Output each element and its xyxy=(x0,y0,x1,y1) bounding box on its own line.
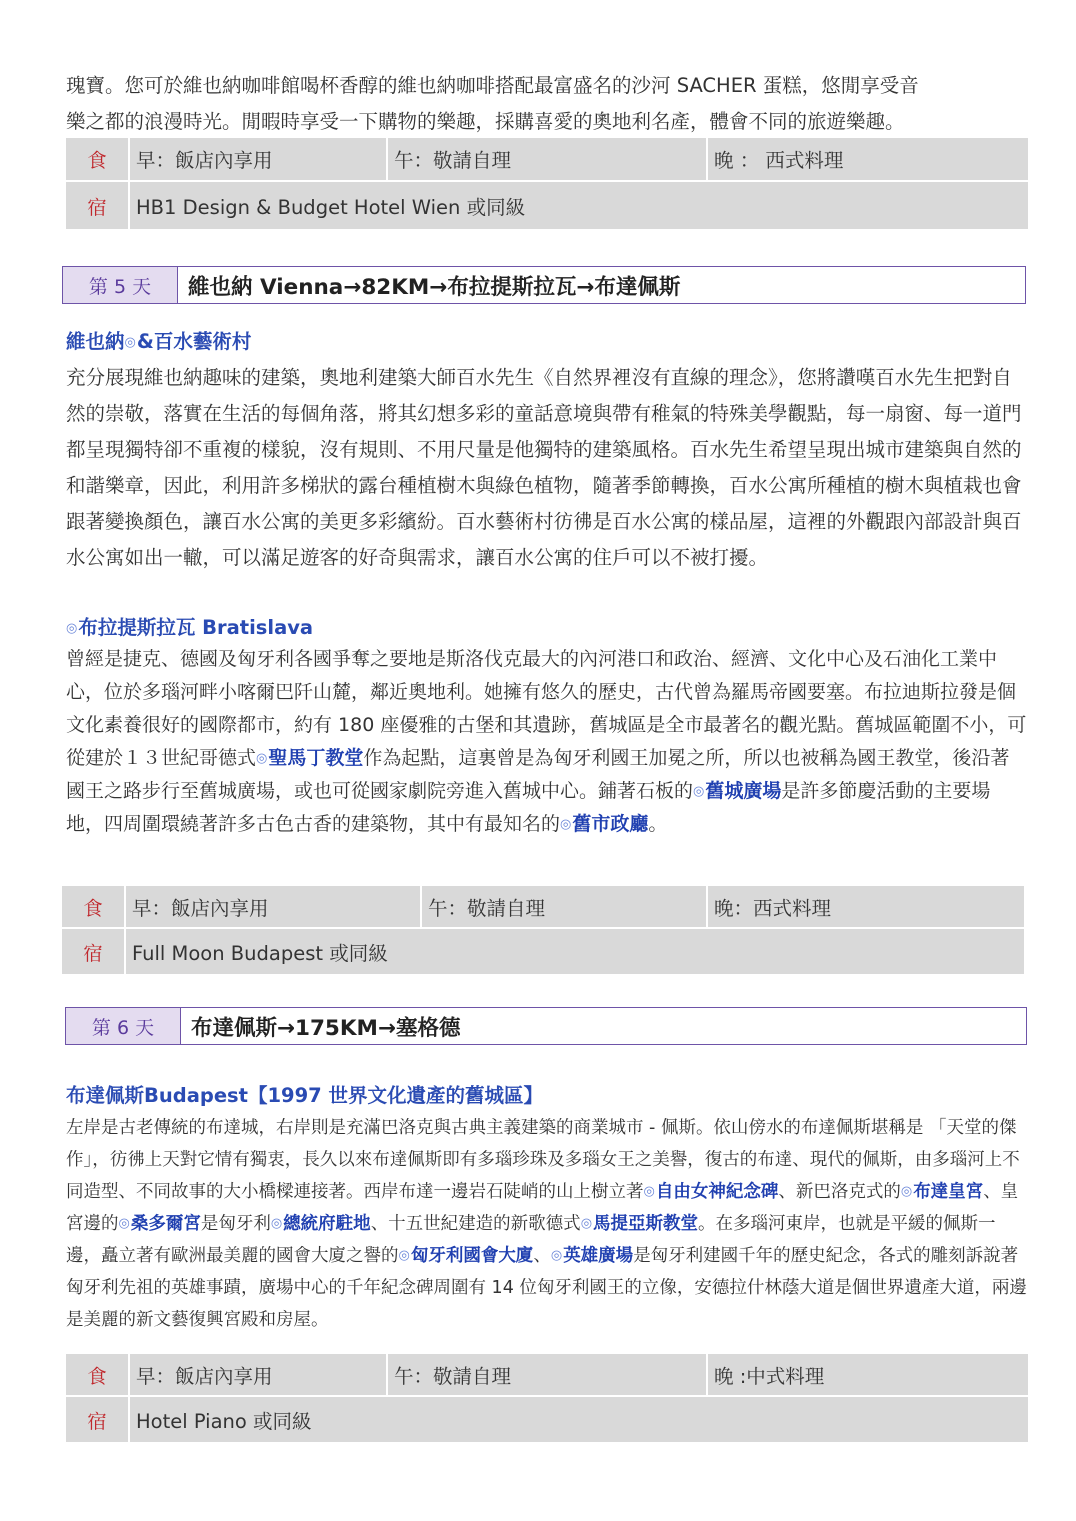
keyword: 舊城廣場 xyxy=(705,780,782,802)
day5-sec2-body xyxy=(66,643,1028,841)
text-run: 、十五世紀建造的新歌德式 xyxy=(370,1214,581,1234)
day6-header xyxy=(65,1007,1027,1045)
day6-meal-table xyxy=(66,1354,1028,1442)
day5-label: 第 5 天 xyxy=(63,267,178,303)
text-run: 。 xyxy=(648,813,668,835)
bullet-icon: ◎ xyxy=(124,335,136,350)
stay-label: 宿 xyxy=(62,929,126,974)
dinner-cell: 晚 ： 西式料理 xyxy=(708,138,1028,182)
lunch-cell: 午：敬請自理 xyxy=(388,1354,708,1397)
day6-sec-heading: 布達佩斯Budapest【1997 世界文化遺產的舊城區】 xyxy=(66,1084,544,1107)
hotel-cell: Hotel Piano 或同級 xyxy=(136,1409,312,1433)
text-run: 是許多節慶活動的主要場地，四周圍環繞著許多古色古香的建築物，其中有最知名的 xyxy=(66,780,991,835)
lunch-cell: 午：敬請自理 xyxy=(388,138,708,182)
food-label: 食 xyxy=(66,1354,130,1397)
text-run: 。在多瑙河東岸，也就是平緩的佩斯一邊，矗立著有歐洲最美麗的國會大廈之譽的 xyxy=(66,1214,996,1266)
keyword: 布達皇宮 xyxy=(913,1182,984,1202)
bullet-icon: ◎ xyxy=(560,817,572,832)
keyword: 自由女神紀念碑 xyxy=(655,1182,779,1202)
bullet-icon: ◎ xyxy=(270,1216,283,1231)
bullet-icon: ◎ xyxy=(550,1248,563,1263)
day5-sec2-heading xyxy=(66,614,313,643)
bullet-icon: ◎ xyxy=(900,1184,913,1199)
intro-paragraph xyxy=(66,68,1028,140)
dinner-cell: 晚 :中式料理 xyxy=(708,1354,1028,1397)
bullet-icon: ◎ xyxy=(580,1216,593,1231)
breakfast-cell: 早：飯店內享用 xyxy=(130,1354,388,1397)
sec1-head-b: &百水藝術村 xyxy=(136,330,252,353)
keyword: 聖馬丁教堂 xyxy=(268,747,364,769)
hotel-cell: Full Moon Budapest 或同級 xyxy=(132,941,388,965)
bullet-icon: ◎ xyxy=(118,1216,130,1231)
keyword: 舊市政廳 xyxy=(572,813,649,835)
breakfast-cell: 早：飯店內享用 xyxy=(126,886,422,929)
text-run: 、皇宮邊的 xyxy=(66,1182,1019,1234)
keyword: 總統府駐地 xyxy=(283,1214,371,1234)
text-run: 、新巴洛克式的 xyxy=(778,1182,901,1202)
bullet-icon: ◎ xyxy=(693,784,705,799)
day5-title: 維也納 Vienna→82KM→布拉提斯拉瓦→布達佩斯 xyxy=(188,274,681,300)
day6-label: 第 6 天 xyxy=(66,1008,181,1044)
day5-header xyxy=(62,266,1026,304)
text-run: 作為起點，這裏曾是為匈牙利國王加冕之所，所以也被稱為國王教堂，後沿著國王之路步行至舊城廣場，或也可從國家劇院旁進入舊城中心。鋪著石板的 xyxy=(66,747,1010,802)
day4-meal-table xyxy=(66,138,1028,229)
keyword: 桑多爾宮 xyxy=(130,1214,201,1234)
bullet-icon: ◎ xyxy=(643,1184,655,1199)
day6-title: 布達佩斯→175KM→塞格德 xyxy=(191,1015,461,1041)
bullet-icon: ◎ xyxy=(66,621,78,636)
food-label: 食 xyxy=(62,886,126,929)
text-run: 是匈牙利建國千年的歷史紀念，各式的雕刻訴說著匈牙利先祖的英雄事蹟，廣場中心的千年紀念碑周圍有 14 位匈牙利國王的立像，安德拉什林蔭大道是個世界遺產大道，兩邊是美麗的新文藝復興宮殿和房屋。 xyxy=(66,1246,1027,1330)
text-run: 曾經是捷克、德國及匈牙利各國爭奪之要地是斯洛伐克最大的內河港口和政治、經濟、文化中心及石油化工業中心，位於多瑙河畔小喀爾巴阡山麓，鄰近奧地利。她擁有悠久的歷史，古代曾為羅馬帝國要塞。布拉迪斯拉發是個文化素養很好的國際都市，約有 180 座優雅的古堡和其遺跡，舊城區是全市最著名的觀光點。舊城區範圍不小，可從建於１３世紀哥德式 xyxy=(66,648,1027,769)
text-run: 是匈牙利 xyxy=(200,1214,271,1234)
day5-sec1-body: 充分展現維也納趣味的建築，奧地利建築大師百水先生《自然界裡沒有直線的理念》，您將讚嘆百水先生把對自然的崇敬，落實在生活的每個角落，將其幻想多彩的童話意境與帶有稚氣的特殊美學觀點，每一扇窗、每一道門都呈現獨特卻不重複的樣貌，沒有規則、不用尺量是他獨特的建築風格。百水先生希望呈現出城市建築與自然的和諧樂章，因此，利用許多梯狀的露台種植樹木與綠色植物，隨著季節轉換，百水公寓所種植的樹木與植栽也會跟著變換顏色，讓百水公寓的美更多彩繽紛。百水藝術村彷彿是百水公寓的樣品屋，這裡的外觀跟內部設計與百水公寓如出一轍，可以滿足遊客的好奇與需求，讓百水公寓的住戶可以不被打擾。 xyxy=(66,366,1022,569)
intro-line-2: 樂之都的浪漫時光。閒暇時享受一下購物的樂趣，採購喜愛的奧地利名產，體會不同的旅遊樂趣。 xyxy=(66,110,905,133)
text-run: 、 xyxy=(533,1246,551,1266)
day5-meal-table xyxy=(62,886,1024,974)
bullet-icon: ◎ xyxy=(398,1248,410,1263)
food-label: 食 xyxy=(66,138,130,182)
intro-line-1: 瑰寶。您可於維也納咖啡館喝杯香醇的維也納咖啡搭配最富盛名的沙河 SACHER 蛋糕，悠閒享受音 xyxy=(66,74,919,97)
keyword: 英雄廣場 xyxy=(563,1246,634,1266)
day6-sec-body xyxy=(66,1112,1028,1336)
sec1-head-a: 維也納 xyxy=(66,330,125,353)
breakfast-cell: 早：飯店內享用 xyxy=(130,138,388,182)
dinner-cell: 晚：西式料理 xyxy=(708,886,1024,929)
keyword: 匈牙利國會大廈 xyxy=(410,1246,534,1266)
hotel-cell: HB1 Design & Budget Hotel Wien 或同級 xyxy=(136,195,526,219)
bullet-icon: ◎ xyxy=(256,751,268,766)
stay-label: 宿 xyxy=(66,1397,130,1442)
keyword: 馬提亞斯教堂 xyxy=(593,1214,699,1234)
lunch-cell: 午：敬請自理 xyxy=(422,886,708,929)
text-run: 左岸是古老傳統的布達城，右岸則是充滿巴洛克與古典主義建築的商業城市 - 佩斯。依山傍水的布達佩斯堪稱是 「天堂的傑作」，彷彿上天對它情有獨衷，長久以來布達佩斯即有多瑙珍珠及多瑙女王之美譽，復古的布達、現代的佩斯，由多瑙河上不同造型、不同故事的大小橋樑連接著。西岸布達一邊岩石陡峭的山上樹立著 xyxy=(66,1118,1020,1202)
sec2-head: 布拉提斯拉瓦 Bratislava xyxy=(78,616,314,639)
day5-sec1-heading xyxy=(66,328,251,357)
stay-label: 宿 xyxy=(66,182,130,229)
